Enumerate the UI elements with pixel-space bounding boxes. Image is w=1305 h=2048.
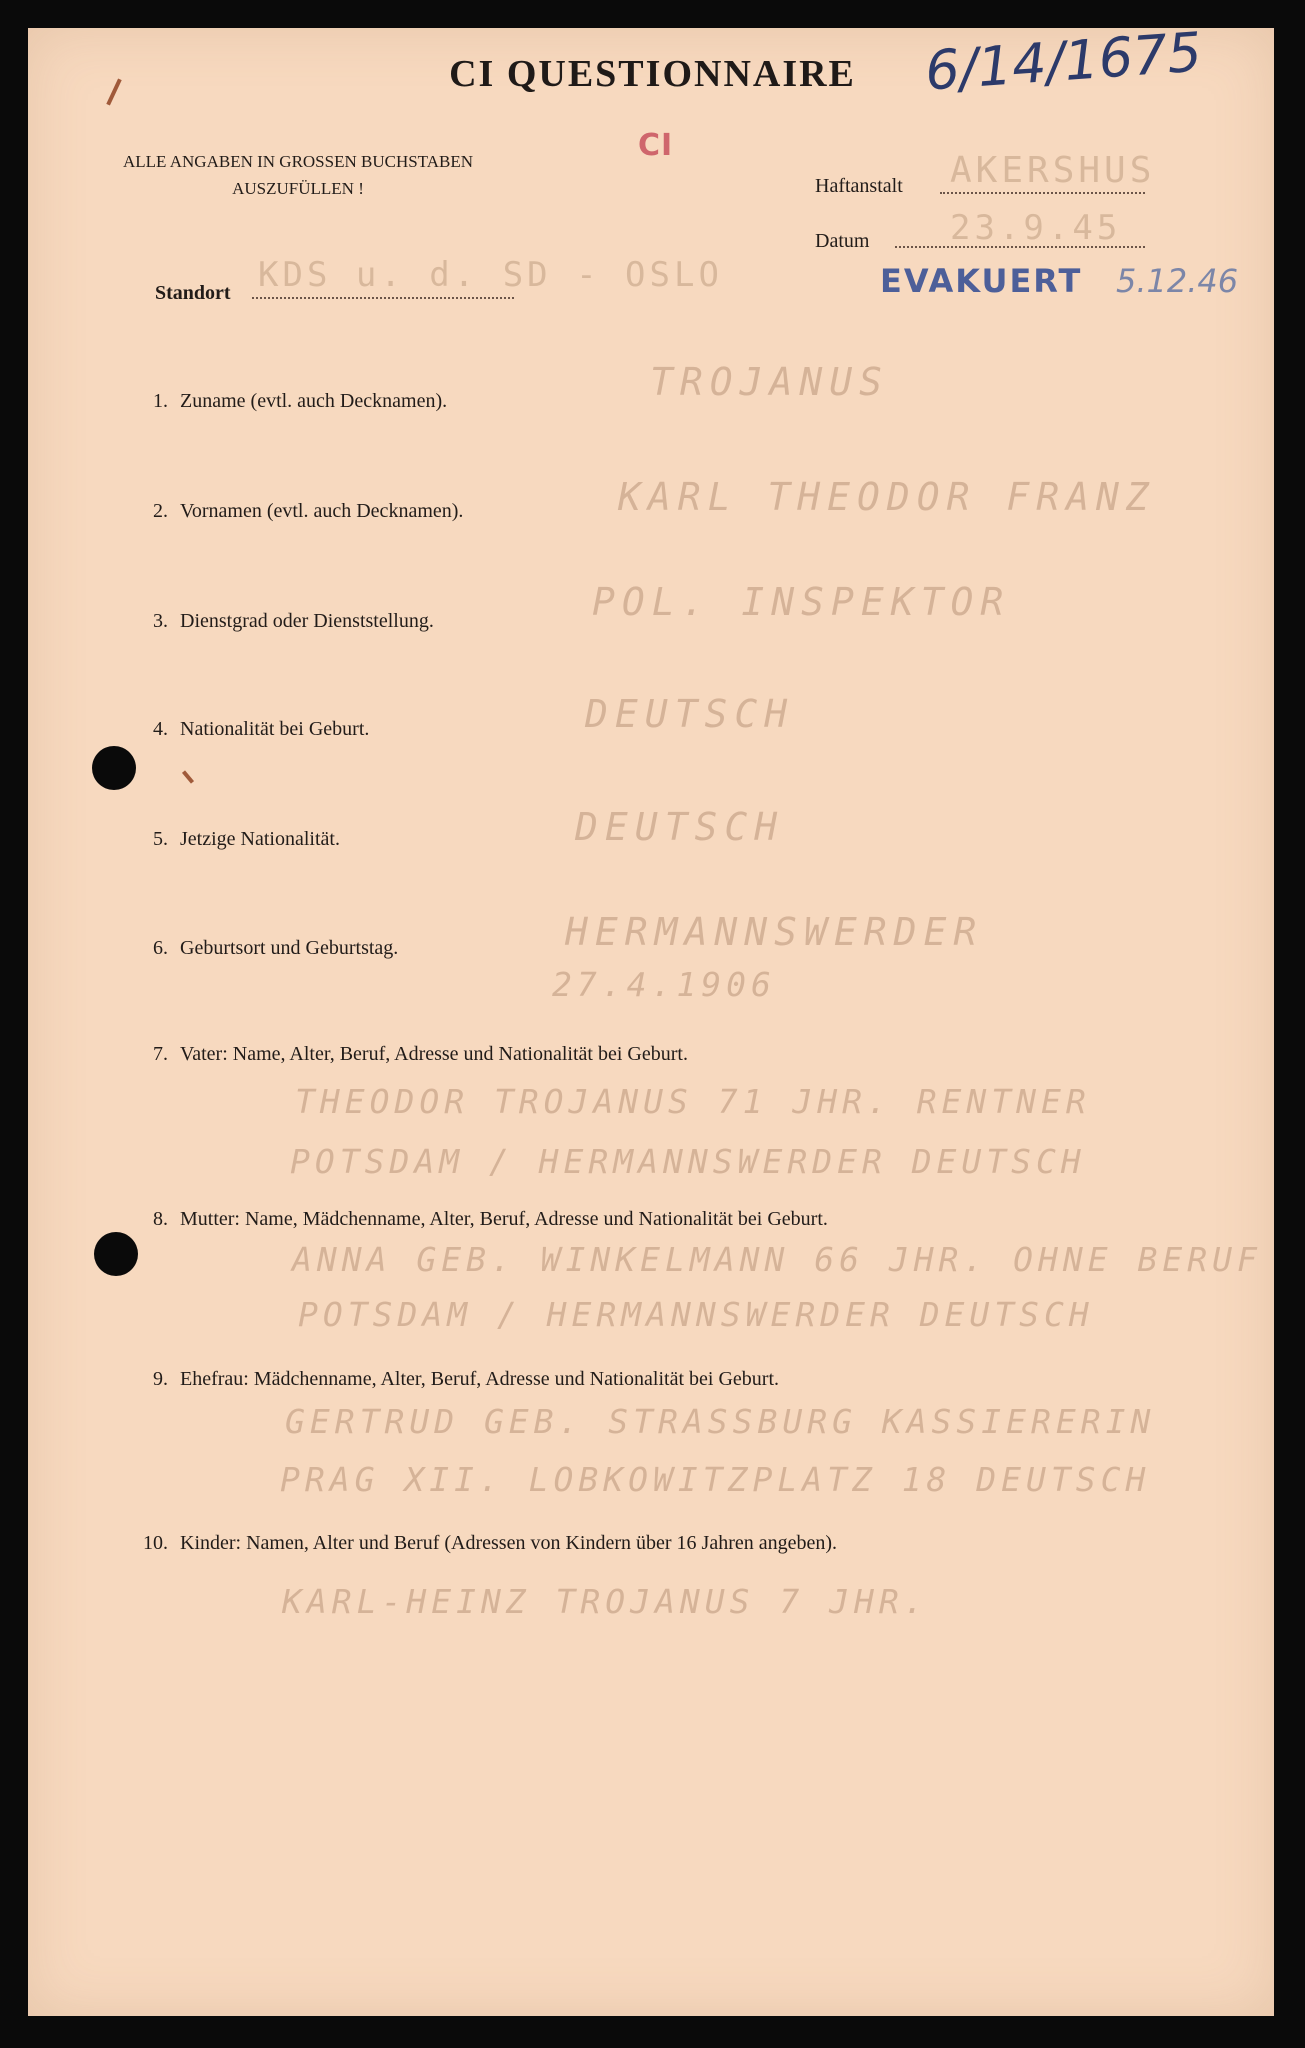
datum-value: 23.9.45 [950,208,1122,248]
question-5 [124,828,340,851]
evakuert-stamp-date: 5.12.46 [1116,262,1239,300]
instructions-line-1: ALLE ANGABEN IN GROSSEN BUCHSTABEN [123,152,473,171]
answer-6-date: 27.4.1906 [552,965,776,1004]
evakuert-stamp: EVAKUERT [880,262,1083,300]
question-label: Geburtsort und Geburtstag. [180,937,399,959]
answer-1: TROJANUS [650,360,890,404]
ci-stamp: CI [638,128,674,163]
answer-9-line-1: GERTRUD GEB. STRASSBURG KASSIERERIN [285,1402,1156,1441]
question-label: Ehefrau: Mädchenname, Alter, Beruf, Adresse und Nationalität bei Geburt. [180,1368,780,1390]
question-4 [124,718,369,741]
question-2 [124,500,463,523]
question-number: 1. [153,390,168,412]
question-number: 5. [153,828,168,850]
answer-3: POL. INSPEKTOR [592,580,1011,624]
question-10 [124,1532,837,1555]
question-label: Nationalität bei Geburt. [180,718,370,740]
punch-hole-bottom [94,1232,138,1276]
instructions-line-2: AUSZUFÜLLEN ! [232,179,364,198]
answer-8-line-1: ANNA GEB. WINKELMANN 66 JHR. OHNE BERUF [292,1240,1262,1279]
standort-value: KDS u. d. SD - OSLO [258,255,723,295]
question-3 [124,610,434,633]
question-label: Vornamen (evtl. auch Decknamen). [180,500,464,522]
standort-line [252,297,514,299]
standort-label: Standort [155,282,231,304]
question-number: 3. [153,610,168,632]
question-9 [124,1368,779,1391]
question-8 [124,1208,828,1231]
file-number-handwritten: 6/14/1675 [923,20,1204,103]
answer-5: DEUTSCH [575,805,785,849]
punch-hole-top [92,746,136,790]
haftanstalt-label: Haftanstalt [815,175,903,197]
answer-6: HERMANNSWERDER [565,910,984,954]
answer-7-line-1: THEODOR TROJANUS 71 JHR. RENTNER [295,1082,1091,1121]
question-label: Jetzige Nationalität. [180,828,340,850]
answer-4: DEUTSCH [585,692,795,736]
question-label: Dienstgrad oder Dienststellung. [180,610,434,632]
question-number: 2. [153,500,168,522]
datum-label: Datum [815,230,870,252]
answer-9-line-2: PRAG XII. LOBKOWITZPLATZ 18 DEUTSCH [280,1460,1151,1499]
question-label: Kinder: Namen, Alter und Beruf (Adressen von Kindern über 16 Jahren angeben). [180,1532,838,1554]
question-6 [124,937,398,960]
answer-7-line-2: POTSDAM / HERMANNSWERDER DEUTSCH [290,1142,1086,1181]
document-title: CI QUESTIONNAIRE [449,53,856,95]
answer-2: KARL THEODOR FRANZ [618,475,1156,519]
instructions [118,148,478,202]
questionnaire-sheet [28,28,1274,2016]
question-number: 8. [153,1208,168,1230]
question-label: Mutter: Name, Mädchenname, Alter, Beruf, Adresse und Nationalität bei Geburt. [180,1208,828,1230]
question-number: 7. [153,1043,168,1065]
answer-8-line-2: POTSDAM / HERMANNSWERDER DEUTSCH [298,1295,1094,1334]
question-number: 10. [143,1532,168,1554]
haftanstalt-value: AKERSHUS [950,150,1156,191]
answer-10: KARL-HEINZ TROJANUS 7 JHR. [282,1582,929,1621]
question-7 [124,1043,688,1066]
haftanstalt-line [940,192,1145,194]
question-number: 4. [153,718,168,740]
question-number: 9. [153,1368,168,1390]
question-label: Vater: Name, Alter, Beruf, Adresse und Nationalität bei Geburt. [180,1043,688,1065]
question-number: 6. [153,937,168,959]
question-1 [124,390,447,413]
question-label: Zuname (evtl. auch Decknamen). [180,390,448,412]
